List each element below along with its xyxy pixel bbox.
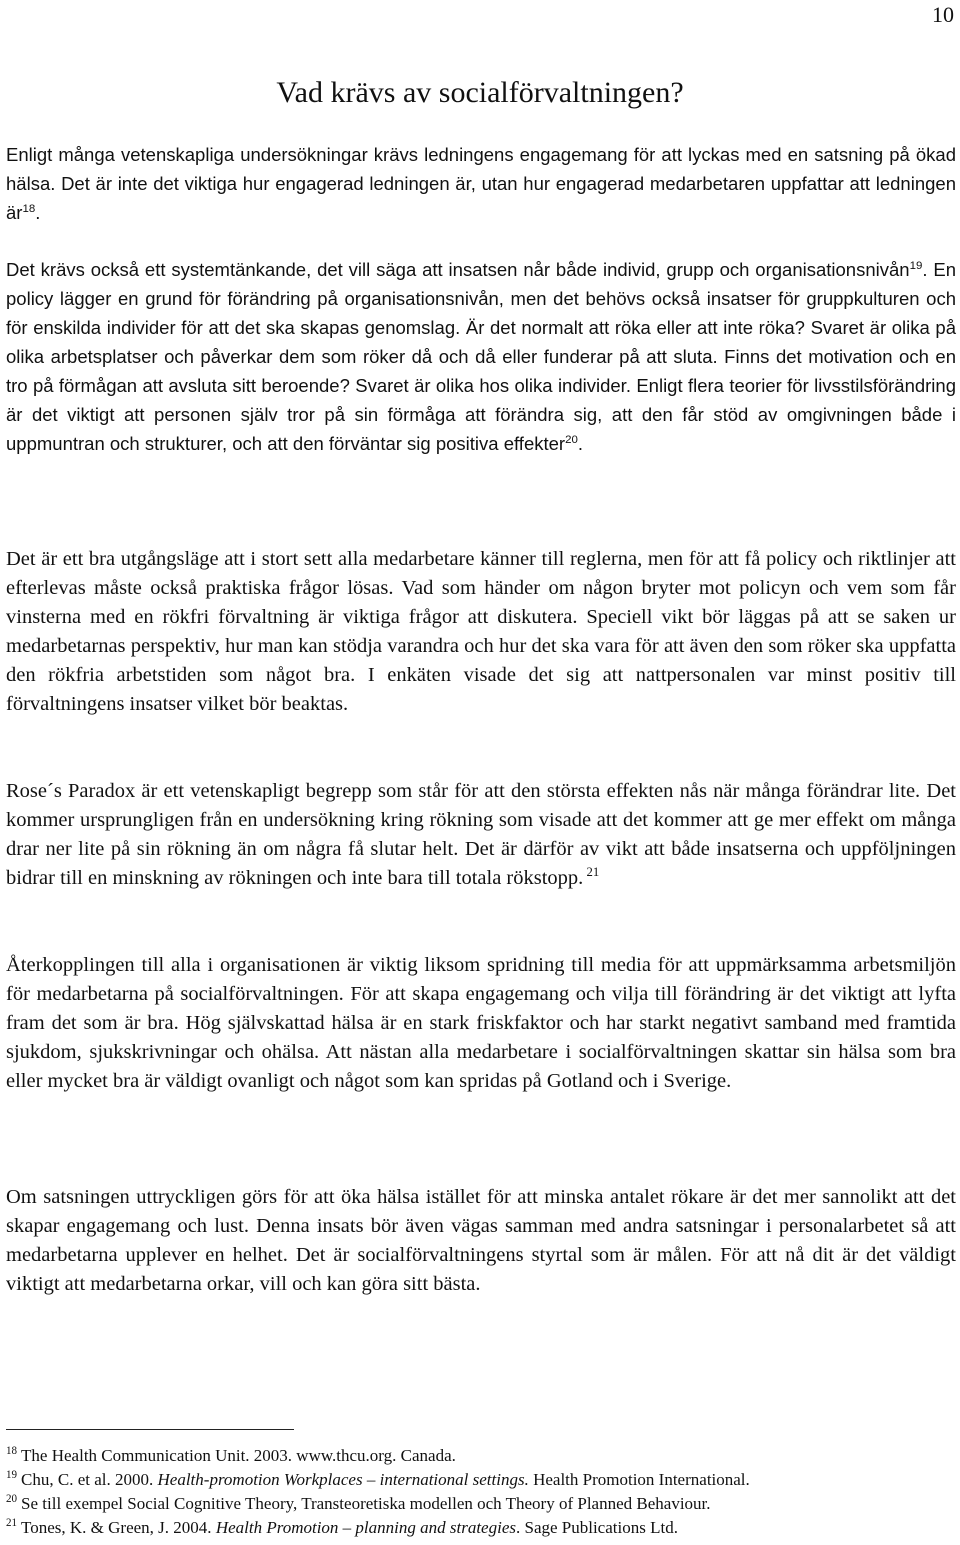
paragraph-leadership: [6, 140, 956, 227]
footnote-19: [6, 1468, 956, 1492]
paragraph-starting-point: Det är ett bra utgångsläge att i stort sett alla medarbetare känner till reglerna, men för att få policy och riktlinjer att efterlevas måste också praktiska frågor lösas. Vad som händer om någon bryter mot policyn och vem som får vinsterna med en rökfri förvaltning är viktiga frågor att diskutera. Speciell vikt bör läggas på att se saken ur medarbetarnas perspektiv, hur man kan stödja varandra och hur det ska vara för att även den som röker ska uppfatta den rökfria arbetstiden som något bra. I enkäten visade det sig att nattpersonalen var minst positiv till förvaltningens insatser vilket bör beaktas.: [6, 548, 956, 715]
page-title: Vad krävs av socialförvaltningen?: [276, 76, 684, 109]
paragraph-text: .: [577, 433, 583, 454]
footnote-number: 19: [6, 1469, 18, 1482]
footnote-number: 20: [6, 1493, 18, 1506]
footnotes: [6, 1444, 956, 1540]
page-number: 10: [932, 2, 954, 27]
footnote-ref-18: 18: [22, 202, 36, 215]
footnote-italic: Health-promotion Workplaces – international settings.: [157, 1470, 529, 1489]
paragraph-text: Det krävs också ett systemtänkande, det vill säga att insatsen når både individ, grupp och organisationsnivån: [6, 259, 910, 280]
footnote-ref-20: 20: [565, 433, 578, 446]
footnote-text: . Sage Publications Ltd.: [515, 1518, 678, 1537]
footnote-separator: [6, 1429, 294, 1430]
paragraph-roses-paradox: [6, 777, 956, 893]
paragraph-health-focus: Om satsningen uttryckligen görs för att öka hälsa istället för att minska antalet rökare är det mer sannolikt att det skapar engagemang och lust. Denna insats bör även vägas samman med andra satsningar i personalarbetet så att medarbetarna upplever en helhet. Det är socialförvaltningens styrtal som är målen. För att nå dit är det väldigt viktigt att medarbetarna orkar, vill och kan göra sitt bästa.: [6, 1186, 956, 1295]
footnote-text: Tones, K. & Green, J. 2004.: [21, 1518, 216, 1537]
paragraph-systems-thinking: [6, 255, 956, 458]
footnote-number: 21: [6, 1517, 18, 1530]
footnote-text: Chu, C. et al. 2000.: [21, 1470, 158, 1489]
footnote-21: [6, 1516, 956, 1540]
paragraph-text: .: [35, 202, 41, 223]
footnote-italic: Health Promotion – planning and strategies: [215, 1518, 516, 1537]
footnote-ref-19: 19: [909, 259, 923, 272]
paragraph-text: Enligt många vetenskapliga undersökningar krävs ledningens engagemang för att lyckas med en satsning på ökad hälsa. Det är inte det viktiga hur engagerad ledningen är, utan hur engagerad medarbetaren uppfattar att ledningen är: [6, 144, 956, 223]
paragraph-text: Rose´s Paradox är ett vetenskapligt begrepp som står för att den största effekten nås när många förändrar lite. Det kommer ursprungligen från en undersökning kring rökning som visade att det kommer att ge mer effekt om många drar ner lite på sin rökning än om några få slutar helt. Det är därför av vikt att både insatserna och uppföljningen bidrar till en minskning av rökningen och inte bara till totala rökstopp.: [6, 780, 956, 889]
paragraph-text: . En policy lägger en grund för förändring på organisationsnivån, men det behövs också insatser för gruppkulturen och för enskilda individer för att det ska skapas genomslag. Är det normalt att röka eller att inte röka? Svaret är olika på olika arbetsplatser och påverkar dem som röker då och då eller funderar på att sluta. Finns det motivation och en tro på förmågan att avsluta sitt beroende? Svaret är olika hos olika individer. Enligt flera teorier för livsstilsförändring är det viktigt att personen själv tror på sin förmåga att förändra sig, att den får stöd av omgivningen både i uppmuntran och strukturer, och att den förväntar sig positiva effekter: [6, 259, 956, 454]
footnote-18: [6, 1444, 956, 1468]
paragraph-feedback: Återkopplingen till alla i organisationen är viktig liksom spridning till media för att uppmärksamma arbetsmiljön för medarbetarna på socialförvaltningen. För att skapa engagemang och vilja till förändring är det viktigt att lyfta fram det som är bra. Hög självskattad hälsa är en stark friskfaktor och har starkt negativt samband med framtida sjukdom, sjukskrivningar och ohälsa. Att nästan alla medarbetare i socialförvaltningen skattar sin hälsa som bra eller mycket bra är väldigt ovanligt och något som kan spridas på Gotland och i Sverige.: [6, 954, 956, 1092]
footnote-number: 18: [6, 1445, 18, 1458]
footnote-ref-21: 21: [583, 865, 600, 880]
footnote-text: Se till exempel Social Cognitive Theory, Transteoretiska modellen och Theory of Planned Behaviour.: [21, 1494, 711, 1513]
footnote-20: [6, 1492, 956, 1516]
footnote-text: Health Promotion International.: [528, 1470, 750, 1489]
footnote-text: The Health Communication Unit. 2003. www.thcu.org. Canada.: [21, 1446, 456, 1465]
